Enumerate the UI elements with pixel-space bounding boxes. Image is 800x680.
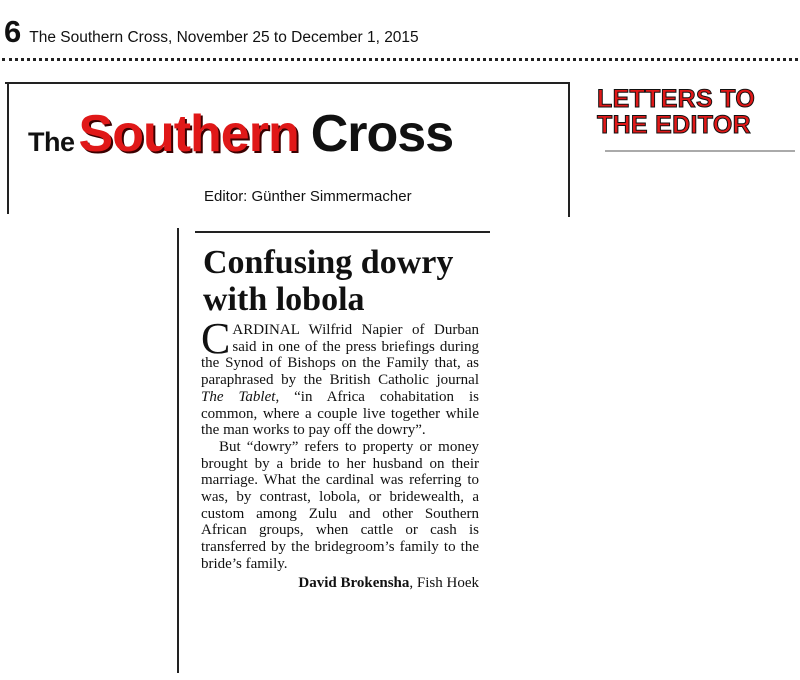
editor-credit: Editor: Günther Simmermacher <box>204 188 412 205</box>
masthead-the: The <box>28 127 75 157</box>
dotted-divider <box>2 58 798 61</box>
journal-title: The Tablet <box>201 388 276 405</box>
signature-name: David Brokensha <box>298 574 410 591</box>
section-label <box>597 86 755 138</box>
section-label-line1: LETTERS TO <box>597 85 756 113</box>
article-headline <box>203 244 503 318</box>
paragraph-1-start: ARDINAL Wilfrid Napier of Durban said in one of the press briefings during the Synod of Bishops on the Family that, as paraphrased by the British Catholic journal <box>201 322 479 389</box>
masthead-cross: Cross <box>310 105 454 163</box>
drop-cap: C <box>201 314 231 363</box>
page-header <box>4 16 419 50</box>
article-body <box>201 314 480 591</box>
headline-line-2: with lobola <box>203 281 365 318</box>
masthead-southern: Southern <box>78 105 299 163</box>
paragraph-1-end: , “in Africa cohabitation is common, where a couple live together while the man works to pay off the dowry”. <box>201 388 480 439</box>
section-rule <box>605 150 795 152</box>
column-rule <box>177 228 179 673</box>
paragraph-2: But “dowry” refers to property or money brought by a bride to her husband on their marriage. What the cardinal was referring to was, by contrast, lobola, or bridewealth, a custom among Zulu and other Southern African groups, when cattle or cash is transferred by the bridegroom’s family to the bride’s family. <box>201 438 479 572</box>
paragraph-1 <box>201 314 480 439</box>
signature-place: , Fish Hoek <box>409 574 479 591</box>
masthead-title <box>28 104 453 164</box>
masthead-left-rule <box>7 84 9 214</box>
page-number: 6 <box>4 14 22 49</box>
article-top-rule <box>195 231 490 233</box>
page-info: The Southern Cross, November 25 to December 1, 2015 <box>29 29 419 46</box>
signature <box>201 575 479 592</box>
section-label-line2: THE EDITOR <box>597 111 751 139</box>
headline-line-1: Confusing dowry <box>203 244 454 281</box>
